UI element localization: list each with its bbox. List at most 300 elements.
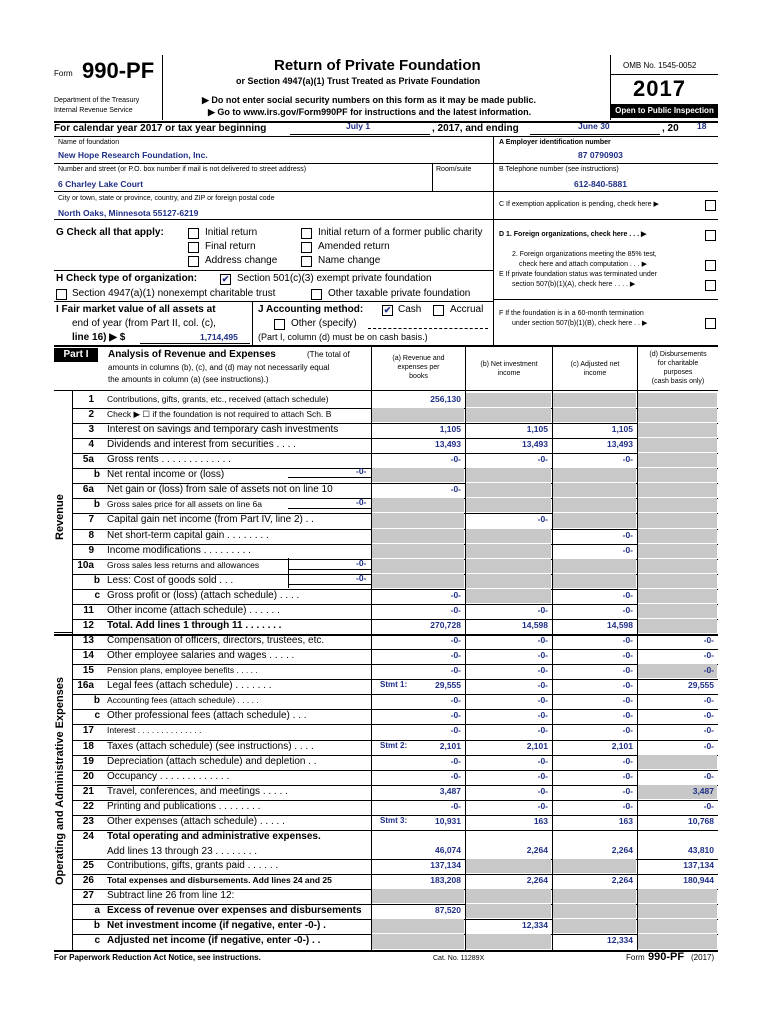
col-a-value[interactable]: 3,487 (439, 786, 461, 796)
address-change-checkbox[interactable] (188, 256, 199, 267)
form-label: Form (54, 69, 73, 78)
line-number: 24 (82, 831, 94, 842)
line-description: Subtract line 26 from line 12: (107, 890, 235, 901)
col-a-value[interactable]: -0- (450, 650, 461, 660)
c-exemption-label: C If exemption application is pending, check here ▶ (499, 201, 659, 208)
form-number: 990-PF (82, 58, 155, 83)
col-d-value[interactable]: -0- (703, 710, 714, 720)
shaded-cell (553, 889, 636, 903)
line-number: 13 (82, 635, 94, 646)
shaded-cell (638, 498, 717, 512)
col-d-value[interactable]: 137,134 (683, 860, 714, 870)
h-other-taxable-checkbox[interactable] (311, 289, 322, 300)
line-number: 23 (82, 816, 94, 827)
shaded-cell (638, 513, 717, 528)
line-number: 10a (77, 560, 94, 571)
shaded-cell (638, 438, 717, 452)
calendar-yr-prefix: , 20 (662, 123, 679, 134)
line-description: Occupancy . . . . . . . . . . . . . (107, 771, 230, 782)
header-divider-left (162, 55, 163, 120)
ef-rule (493, 299, 718, 300)
col-a-value[interactable]: 1,105 (439, 424, 461, 434)
line-description: Pension plans, employee benefits . . . . . (107, 665, 258, 675)
line-number: 5a (82, 454, 94, 465)
col-d-value[interactable]: 10,768 (688, 816, 714, 826)
col-b-value[interactable]: -0- (537, 454, 548, 464)
shaded-cell (638, 408, 717, 422)
line-number: 21 (82, 786, 94, 797)
line-description: Gross rents . . . . . . . . . . . . . (107, 454, 231, 465)
col-c-value[interactable]: 12,334 (607, 935, 633, 945)
line-description: Total operating and administrative expenses. (107, 831, 321, 842)
shaded-cell (638, 483, 717, 497)
e-label-1: E If private foundation status was terminated under (499, 271, 657, 278)
calendar-label: For calendar year 2017 or tax year beginning (54, 123, 267, 134)
col-c-value[interactable]: -0- (622, 756, 633, 766)
col-a-value[interactable]: 183,208 (430, 875, 461, 885)
line-number: 7 (88, 514, 94, 525)
col-b-value[interactable]: -0- (537, 650, 548, 660)
city-label: City or town, state or province, country, and ZIP or foreign postal code (58, 195, 275, 202)
col-c-value[interactable]: -0- (622, 801, 633, 811)
col-a-value[interactable]: 137,134 (430, 860, 461, 870)
ij-divider (252, 301, 253, 345)
col-a-value[interactable]: -0- (450, 801, 461, 811)
col-c-value[interactable]: -0- (622, 635, 633, 645)
line-number: 20 (82, 771, 94, 782)
line-description: Compensation of officers, directors, trustees, etc. (107, 635, 325, 646)
line-number: 22 (82, 801, 94, 812)
cash-checkbox[interactable]: ✔ (383, 305, 392, 315)
i-label-3: line 16) ▶ $ (72, 332, 126, 343)
line-description: Total expenses and disbursements. Add lines 24 and 25 (107, 875, 332, 885)
col-c-value[interactable]: -0- (622, 695, 633, 705)
line-number: 9 (88, 545, 94, 556)
shaded-cell (553, 559, 636, 573)
ein-value[interactable]: 87 0790903 (578, 150, 623, 160)
col-b-header (466, 360, 552, 378)
col-c-value[interactable]: 163 (618, 816, 633, 826)
name-change-label: Name change (318, 255, 381, 266)
col-c-value[interactable]: -0- (622, 786, 633, 796)
shaded-cell (466, 574, 551, 588)
col-a-value[interactable]: -0- (450, 635, 461, 645)
street-rule (54, 191, 718, 192)
other-specify-line (368, 328, 488, 329)
part1-desc-1: (The total of (307, 350, 350, 359)
f-label-2: under section 507(b)(1)(B), check here . . ▶ (512, 320, 648, 327)
line-sub-letter: b (93, 920, 100, 931)
dept-line1: Department of the Treasury (54, 97, 140, 104)
shaded-cell (638, 619, 717, 633)
col-b-value[interactable]: -0- (537, 801, 548, 811)
col-b-value[interactable]: -0- (537, 680, 548, 690)
shaded-cell (466, 544, 551, 558)
other-method-label: Other (specify) (291, 318, 357, 329)
final-return-label: Final return (205, 241, 256, 252)
shaded-cell (466, 483, 551, 497)
name-rule (54, 163, 718, 164)
col-b-value[interactable]: -0- (537, 665, 548, 675)
shaded-cell (638, 919, 717, 933)
line-number: 16a (77, 680, 94, 691)
col-d-value[interactable]: -0- (703, 665, 714, 675)
line-number: 1 (88, 394, 94, 405)
col-b-value[interactable]: 1,105 (526, 424, 548, 434)
part1-tag: Part I (54, 348, 98, 362)
other-method-checkbox[interactable] (274, 319, 285, 330)
line-description: Adjusted net income (if negative, enter -0-) . . (107, 935, 321, 946)
tax-year-end[interactable]: June 30 (578, 121, 610, 131)
line-description: Interest . . . . . . . . . . . . . . (107, 725, 202, 735)
shaded-cell (553, 574, 636, 588)
line-number: 2 (88, 409, 94, 420)
shaded-cell (553, 513, 636, 528)
shaded-cell (638, 889, 717, 903)
col-a-value[interactable]: 29,555 (435, 680, 461, 690)
col-c-value[interactable]: -0- (622, 680, 633, 690)
line-description: Check ▶ ☐ if the foundation is not required to attach Sch. B (107, 409, 332, 419)
omb-rule (610, 74, 718, 75)
col-b-value[interactable]: -0- (537, 786, 548, 796)
col-c-value[interactable]: 2,264 (611, 845, 633, 855)
col-b-value[interactable]: 2,101 (526, 741, 548, 751)
notice-ssn: ▶ Do not enter social security numbers on this form as it may be made public. (202, 95, 536, 105)
shaded-cell (638, 904, 717, 918)
shaded-cell (638, 755, 717, 769)
line-number: 12 (82, 620, 94, 631)
h-other-taxable-label: Other taxable private foundation (328, 288, 471, 299)
col-a-value[interactable]: -0- (450, 454, 461, 464)
room-divider (432, 163, 433, 191)
notice-irs: ▶ Go to www.irs.gov/Form990PF for instructions and the latest information. (208, 107, 532, 117)
line-description: Other income (attach schedule) . . . . . . (107, 605, 280, 616)
line-number: 27 (82, 890, 94, 901)
col-c-value[interactable]: -0- (622, 530, 633, 540)
line-number: 15 (82, 665, 94, 676)
line-number: 25 (82, 860, 94, 871)
col-a-value[interactable]: -0- (450, 605, 461, 615)
cash-label: Cash (398, 304, 422, 315)
col-d-value[interactable]: -0- (703, 650, 714, 660)
col-d-value[interactable]: -0- (703, 695, 714, 705)
col-c-value[interactable]: 1,105 (611, 424, 633, 434)
shaded-cell (466, 393, 551, 407)
col-d-value[interactable]: 43,810 (688, 845, 714, 855)
line-sub-letter: b (93, 575, 100, 586)
shaded-cell (466, 559, 551, 573)
h-501c3-label: Section 501(c)(3) exempt private foundation (237, 273, 432, 284)
line-sub-letter: b (93, 695, 100, 706)
city-rule (54, 219, 718, 220)
line-description: Net rental income or (loss) (107, 469, 225, 480)
final-return-checkbox[interactable] (188, 242, 199, 253)
tax-year-begin[interactable]: July 1 (346, 121, 371, 131)
d1-label: D 1. Foreign organizations, check here . . . ▶ (499, 231, 647, 238)
j-note: (Part I, column (d) must be on cash basis.) (258, 332, 428, 342)
line-description: Gross profit or (loss) (attach schedule) . . . . (107, 590, 300, 601)
col-b-value[interactable]: -0- (537, 771, 548, 781)
omb-number: OMB No. 1545-0052 (623, 61, 697, 70)
col-b-value[interactable]: -0- (537, 605, 548, 615)
d1-checkbox[interactable] (705, 230, 716, 241)
col-c-value[interactable]: -0- (622, 710, 633, 720)
col-c-header (553, 360, 637, 378)
j-label: J Accounting method: (258, 304, 364, 315)
line-sub-letter: c (94, 710, 100, 721)
col-d-value[interactable]: -0- (703, 741, 714, 751)
shaded-cell (372, 408, 464, 422)
statement-ref: Stmt 3: (380, 816, 408, 825)
line-description: Gross sales price for all assets on line 6a (107, 499, 262, 509)
col-a-value[interactable]: -0- (450, 725, 461, 735)
line-description: Other employee salaries and wages . . . . . (107, 650, 295, 661)
col-b-value[interactable]: 13,493 (522, 439, 548, 449)
col-b-h1: (b) Net investment (480, 361, 538, 368)
initial-return-former-checkbox[interactable] (301, 228, 312, 239)
phone-value[interactable]: 612-840-5881 (574, 179, 627, 189)
line-number: 4 (88, 439, 94, 450)
shaded-cell (466, 589, 551, 603)
line-description: Interest on savings and temporary cash investments (107, 424, 339, 435)
col-a-value[interactable]: 270,728 (430, 620, 461, 630)
col-b-h2: income (497, 370, 521, 377)
col-b-value[interactable]: -0- (537, 514, 548, 524)
col-a-value[interactable]: 10,931 (435, 816, 461, 826)
row10a-inline-value[interactable]: -0- (356, 558, 367, 568)
h-4947-label: Section 4947(a)(1) nonexempt charitable trust (72, 288, 276, 299)
col-d-value[interactable]: 3,487 (692, 786, 714, 796)
open-public-badge: Open to Public Inspection (611, 104, 718, 118)
shaded-cell (372, 513, 464, 528)
row10b-inline-line (288, 584, 371, 585)
room-label: Room/suite (436, 166, 472, 173)
d2-label-1: 2. Foreign organizations meeting the 85% test, (512, 251, 657, 258)
col-c-value[interactable]: 14,598 (607, 620, 633, 630)
amended-return-label: Amended return (318, 241, 390, 252)
col-b-value[interactable]: -0- (537, 756, 548, 766)
fmv-underline (140, 343, 250, 344)
col-b-value[interactable]: -0- (537, 695, 548, 705)
col-c-value[interactable]: -0- (622, 545, 633, 555)
col-a-value[interactable]: 87,520 (435, 905, 461, 915)
col-a-value[interactable]: -0- (450, 771, 461, 781)
col-c-h1: (c) Adjusted net (570, 361, 620, 368)
phone-label: B Telephone number (see instructions) (499, 166, 619, 173)
shaded-cell (466, 859, 551, 873)
line-description: Capital gain net income (from Part IV, line 2) . . (107, 514, 314, 525)
col-d-value[interactable]: -0- (703, 801, 714, 811)
col-c-value[interactable]: -0- (622, 650, 633, 660)
col-d-h1: (d) Disbursements (649, 351, 707, 358)
col-a-value[interactable]: -0- (450, 590, 461, 600)
col-d-value[interactable]: -0- (703, 635, 714, 645)
shaded-cell (466, 468, 551, 482)
line-description: Legal fees (attach schedule) . . . . . . . (107, 680, 272, 691)
shaded-cell (372, 498, 464, 512)
shaded-cell (553, 919, 636, 933)
col-b-value[interactable]: 14,598 (522, 620, 548, 630)
initial-return-checkbox[interactable] (188, 228, 199, 239)
shaded-cell (553, 408, 636, 422)
col-c-value[interactable]: 2,264 (611, 875, 633, 885)
col-c-value[interactable]: 13,493 (607, 439, 633, 449)
shaded-cell (638, 468, 717, 482)
dept-line2: Internal Revenue Service (54, 107, 133, 114)
row6b-inline-value[interactable]: -0- (356, 497, 367, 507)
col-a-value[interactable]: -0- (450, 484, 461, 494)
amended-return-checkbox[interactable] (301, 242, 312, 253)
line-description: Travel, conferences, and meetings . . . . . (107, 786, 288, 797)
line-description: Depreciation (attach schedule) and depletion . . (107, 756, 317, 767)
col-a-h1: (a) Revenue and (392, 355, 445, 362)
shaded-cell (372, 919, 464, 933)
g-label: G Check all that apply: (56, 227, 164, 238)
col-a-value[interactable]: 46,074 (435, 845, 461, 855)
line-number: 14 (82, 650, 94, 661)
col-d-value[interactable]: -0- (703, 771, 714, 781)
col-c-value[interactable]: -0- (622, 725, 633, 735)
line-description-cont: Add lines 13 through 23 . . . . . . . . (107, 846, 258, 857)
street-address[interactable]: 6 Charley Lake Court (58, 179, 144, 189)
ein-label: A Employer identification number (499, 139, 611, 146)
shaded-cell (372, 574, 464, 588)
line-description: Contributions, gifts, grants, etc., received (attach schedule) (107, 394, 329, 404)
shaded-cell (638, 589, 717, 603)
col-d-value[interactable]: 29,555 (688, 680, 714, 690)
col-c-value[interactable]: -0- (622, 590, 633, 600)
shaded-cell (638, 544, 717, 558)
statement-ref: Stmt 2: (380, 741, 408, 750)
line-description: Taxes (attach schedule) (see instructions) . . . . (107, 741, 314, 752)
expenses-side-label: Operating and Administrative Expenses (54, 676, 66, 885)
footer-cat-no: Cat. No. 11289X (433, 955, 485, 962)
h-501c3-checkbox[interactable]: ✔ (221, 274, 230, 284)
line-description: Dividends and interest from securities . . . . (107, 439, 296, 450)
foundation-name[interactable]: New Hope Research Foundation, Inc. (58, 150, 208, 160)
col-a-value[interactable]: -0- (450, 756, 461, 766)
col-c-value[interactable]: -0- (622, 454, 633, 464)
shaded-cell (638, 529, 717, 543)
line-number: 8 (88, 530, 94, 541)
right-col-divider (493, 136, 494, 219)
line-number: 19 (82, 756, 94, 767)
shaded-cell (553, 904, 636, 918)
col-c-h2: income (583, 370, 607, 377)
col-a-h2: expenses per (397, 364, 440, 371)
line-description: Net short-term capital gain . . . . . . . . (107, 530, 269, 541)
shaded-cell (372, 934, 464, 949)
line-sub-letter: b (93, 469, 100, 480)
line-number: 11 (83, 605, 94, 616)
col-b-value[interactable]: -0- (537, 635, 548, 645)
city-value[interactable]: North Oaks, Minnesota 55127-6219 (58, 208, 199, 218)
tax-year-end-yr[interactable]: 18 (697, 121, 707, 131)
col-a-value[interactable]: -0- (450, 710, 461, 720)
col-b-value[interactable]: 2,264 (526, 875, 548, 885)
col-c-value[interactable]: -0- (622, 665, 633, 675)
name-change-checkbox[interactable] (301, 256, 312, 267)
f-checkbox[interactable] (705, 318, 716, 329)
col-b-value[interactable]: 163 (533, 816, 548, 826)
col-d-header (638, 350, 718, 386)
line-description: Printing and publications . . . . . . . . (107, 801, 261, 812)
shaded-cell (372, 889, 464, 903)
col-a-value[interactable]: 13,493 (435, 439, 461, 449)
fair-market-value[interactable]: 1,714,495 (200, 332, 238, 342)
form-title: Return of Private Foundation (274, 57, 481, 74)
line-description: Accounting fees (attach schedule) . . . . . (107, 695, 259, 705)
d2-checkbox[interactable] (705, 260, 716, 271)
shaded-cell (638, 423, 717, 437)
col-a-value[interactable]: -0- (450, 695, 461, 705)
row10b-inline-value[interactable]: -0- (356, 573, 367, 583)
line-description: Net gain or (loss) from sale of assets not on line 10 (107, 484, 333, 495)
i-label-2: end of year (from Part II, col. (c), (72, 318, 216, 329)
shaded-cell (466, 408, 551, 422)
accrual-checkbox[interactable] (433, 305, 444, 316)
initial-return-label: Initial return (205, 227, 258, 238)
col-b-value[interactable]: -0- (537, 710, 548, 720)
shaded-cell (553, 498, 636, 512)
shaded-cell (553, 393, 636, 407)
h-4947-checkbox[interactable] (56, 289, 67, 300)
name-label: Name of foundation (58, 139, 120, 146)
col-b-value[interactable]: 12,334 (522, 920, 548, 930)
footer-paperwork: For Paperwork Reduction Act Notice, see instructions. (54, 953, 261, 962)
line-description: Net investment income (if negative, enter -0-) . (107, 920, 326, 931)
col-b-value[interactable]: 2,264 (526, 845, 548, 855)
line-description: Other professional fees (attach schedule) . . . (107, 710, 307, 721)
col-d-value[interactable]: 180,944 (683, 875, 714, 885)
col-c-value[interactable]: -0- (622, 771, 633, 781)
def-divider (493, 219, 494, 345)
shaded-cell (638, 559, 717, 573)
revenue-side-label: Revenue (54, 494, 66, 540)
col-a-value[interactable]: -0- (450, 665, 461, 675)
row5b-inline-line (288, 477, 371, 478)
line-description: Other expenses (attach schedule) . . . . . (107, 816, 285, 827)
h-label: H Check type of organization: (56, 273, 198, 284)
calendar-rule (54, 136, 718, 137)
line-sub-letter: b (93, 499, 100, 510)
line-description: Gross sales less returns and allowances (107, 560, 260, 570)
shaded-cell (372, 529, 464, 543)
shaded-cell (466, 904, 551, 918)
shaded-cell (372, 544, 464, 558)
col-b-value[interactable]: -0- (537, 725, 548, 735)
col-d-h2: for charitable (657, 360, 699, 367)
col-a-value[interactable]: 2,101 (439, 741, 461, 751)
calendar-mid: , 2017, and ending (432, 123, 519, 134)
c-exemption-checkbox[interactable] (705, 200, 716, 211)
row5b-inline-value[interactable]: -0- (356, 466, 367, 476)
col-a-value[interactable]: 256,130 (430, 394, 461, 404)
col-c-value[interactable]: -0- (622, 605, 633, 615)
initial-return-former-label: Initial return of a former public charity (318, 227, 483, 238)
part1-desc-3: the amounts in column (a) (see instructions).) (108, 375, 269, 384)
row10a-inline-line (288, 569, 371, 570)
line-sub-letter: c (94, 935, 100, 946)
end-underline (530, 134, 660, 135)
shaded-cell (466, 529, 551, 543)
col-d-h4: (cash basis only) (651, 378, 705, 385)
shaded-cell (466, 934, 551, 949)
e-checkbox[interactable] (705, 280, 716, 291)
col-d-value[interactable]: -0- (703, 725, 714, 735)
shaded-cell (466, 498, 551, 512)
col-c-value[interactable]: 2,101 (611, 741, 633, 751)
